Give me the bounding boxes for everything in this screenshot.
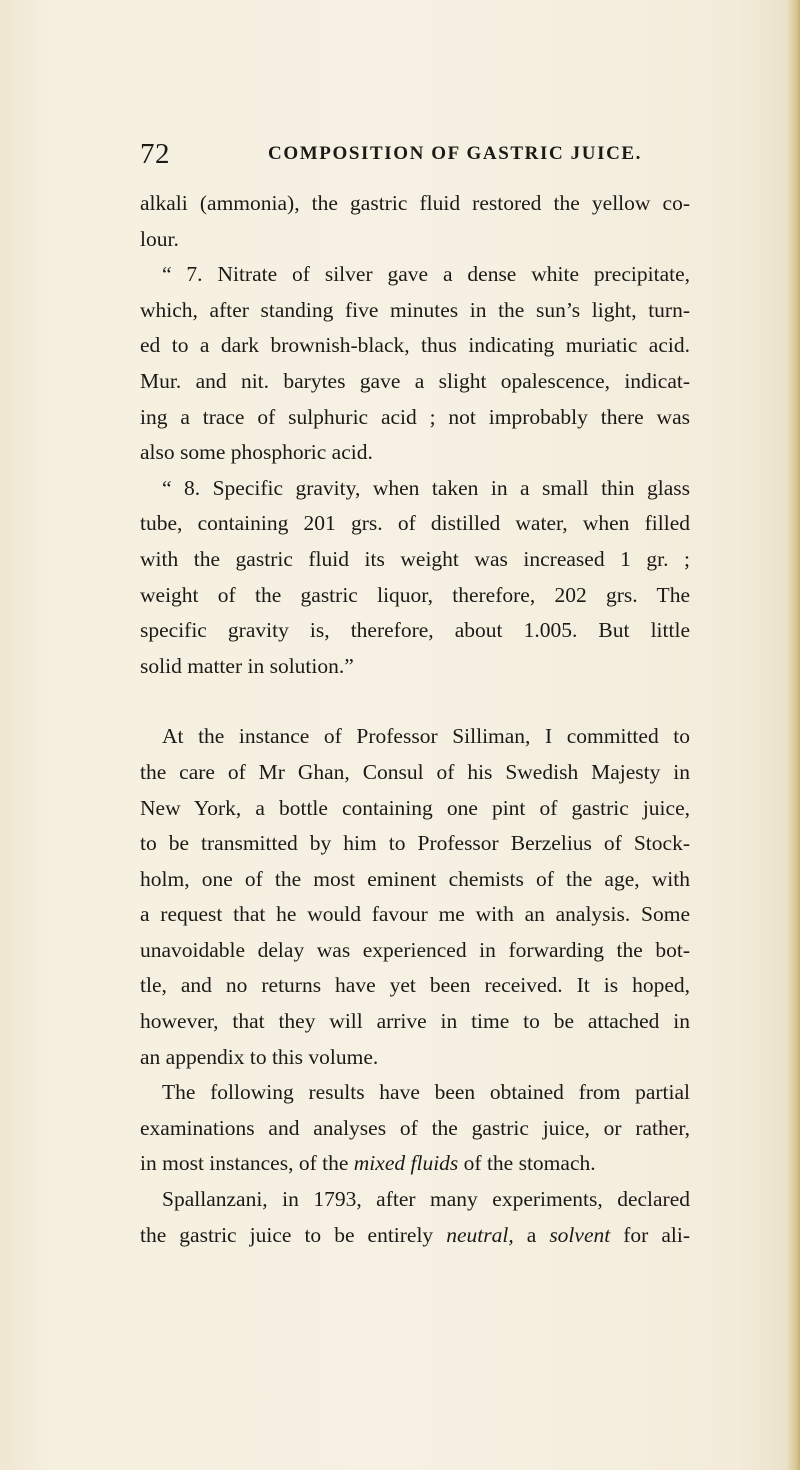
page-number: 72 xyxy=(140,138,170,170)
page-edge-shadow xyxy=(786,0,800,1470)
paragraph-item-7 xyxy=(140,257,690,471)
text-line: specific gravity is, therefore, about 1.005. But little xyxy=(140,618,690,643)
text-line: examinations and analyses of the gastric juice, or rather, xyxy=(140,1115,690,1140)
text-line: The following results have been obtained from partial xyxy=(162,1080,690,1105)
text-line: lour. xyxy=(140,226,179,251)
text-line: also some phosphoric acid. xyxy=(140,440,373,465)
text-line: “ 7. Nitrate of silver gave a dense white precipitate, xyxy=(162,262,690,287)
text-line: tube, containing 201 grs. of distilled water, when filled xyxy=(140,511,690,536)
text-line: Mur. and nit. barytes gave a slight opalescence, indicat- xyxy=(140,368,690,393)
body-text xyxy=(140,186,690,1253)
running-head xyxy=(140,138,700,178)
text-line: an appendix to this volume. xyxy=(140,1044,379,1069)
text-line xyxy=(140,1146,690,1182)
text-line: solid matter in solution.” xyxy=(140,653,354,678)
text-line: with the gastric fluid its weight was increased 1 gr. ; xyxy=(140,546,690,571)
italic-text: neutral, xyxy=(446,1222,514,1247)
paragraph-following-results xyxy=(140,1075,690,1182)
text-line: weight of the gastric liquor, therefore, 202 grs. The xyxy=(140,582,690,607)
paragraph-gap xyxy=(140,684,690,719)
text-line: At the instance of Professor Silliman, I committed to xyxy=(162,724,690,749)
paragraph-item-8 xyxy=(140,471,690,685)
text-run: of the stomach. xyxy=(458,1151,596,1176)
paragraph-continuation xyxy=(140,186,690,257)
paragraph-silliman xyxy=(140,719,690,1075)
text-run: for ali- xyxy=(610,1222,690,1247)
text-line: tle, and no returns have yet been received. It is hoped, xyxy=(140,973,690,998)
text-line: to be transmitted by him to Professor Berzelius of Stock- xyxy=(140,831,690,856)
italic-text: solvent xyxy=(549,1222,611,1247)
running-head-title: COMPOSITION OF GASTRIC JUICE. xyxy=(268,143,643,164)
text-line: the care of Mr Ghan, Consul of his Swedish Majesty in xyxy=(140,759,690,784)
text-run: the gastric juice to be entirely xyxy=(140,1222,447,1247)
text-line: a request that he would favour me with an analysis. Some xyxy=(140,902,690,927)
text-line: “ 8. Specific gravity, when taken in a small thin glass xyxy=(162,475,690,500)
text-line: however, that they will arrive in time to be attached in xyxy=(140,1009,690,1034)
text-line xyxy=(140,1218,690,1254)
text-line: unavoidable delay was experienced in forwarding the bot- xyxy=(140,937,690,962)
paragraph-spallanzani xyxy=(140,1182,690,1253)
text-line: which, after standing five minutes in the sun’s light, turn- xyxy=(140,297,690,322)
text-line: alkali (ammonia), the gastric fluid restored the yellow co- xyxy=(140,191,690,215)
text-line: Spallanzani, in 1793, after many experiments, declared xyxy=(162,1187,690,1212)
text-run: a xyxy=(513,1222,550,1247)
text-line: ing a trace of sulphuric acid ; not improbably there was xyxy=(140,404,690,429)
text-line: New York, a bottle containing one pint of gastric juice, xyxy=(140,795,690,820)
text-line: ed to a dark brownish-black, thus indicating muriatic acid. xyxy=(140,333,690,358)
italic-text: mixed fluids xyxy=(353,1151,459,1176)
text-run: in most instances, of the xyxy=(140,1151,354,1176)
text-line: holm, one of the most eminent chemists of the age, with xyxy=(140,866,690,891)
